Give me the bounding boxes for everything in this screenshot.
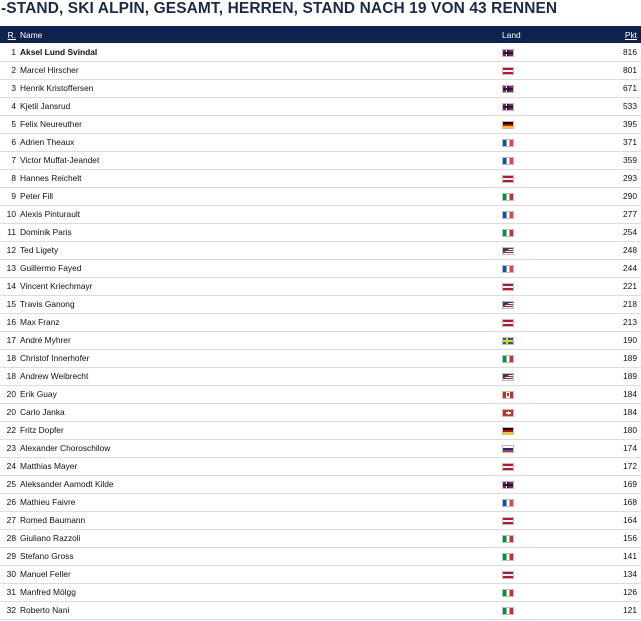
austria-flag-icon: [502, 571, 514, 579]
table-row[interactable]: [0, 385, 641, 403]
row-points: 671: [623, 83, 637, 93]
row-points: 359: [623, 155, 637, 165]
row-athlete-name[interactable]: Adrien Theaux: [20, 137, 75, 147]
row-points: 277: [623, 209, 637, 219]
row-points: 121: [623, 605, 637, 615]
table-row[interactable]: [0, 61, 641, 79]
row-country: [498, 583, 588, 601]
austria-flag-icon: [502, 517, 514, 525]
table-row[interactable]: [0, 565, 641, 583]
row-rank: 2: [11, 65, 16, 75]
row-points: 184: [623, 407, 637, 417]
row-points: 141: [623, 551, 637, 561]
table-row[interactable]: [0, 493, 641, 511]
row-rank: 3: [11, 83, 16, 93]
row-points: 189: [623, 371, 637, 381]
row-points: 189: [623, 353, 637, 363]
row-country: [498, 439, 588, 457]
table-row[interactable]: [0, 511, 641, 529]
table-row[interactable]: [0, 133, 641, 151]
table-row[interactable]: [0, 43, 641, 61]
germany-flag-icon: [502, 427, 514, 435]
table-row[interactable]: [0, 331, 641, 349]
row-athlete-name[interactable]: Aleksander Aamodt Kilde: [20, 479, 114, 489]
austria-flag-icon: [502, 319, 514, 327]
row-athlete-name[interactable]: Romed Baumann: [20, 515, 86, 525]
row-rank: 7: [11, 155, 16, 165]
italy-flag-icon: [502, 553, 514, 561]
row-country: [498, 403, 588, 421]
row-athlete-name[interactable]: Kjetil Jansrud: [20, 101, 71, 111]
row-country: [498, 565, 588, 583]
sweden-flag-icon: [502, 337, 514, 345]
canada-flag-icon: [502, 391, 514, 399]
row-athlete-name[interactable]: Vincent Kriechmayr: [20, 281, 93, 291]
row-athlete-name[interactable]: Carlo Janka: [20, 407, 65, 417]
row-rank: 8: [11, 173, 16, 183]
france-flag-icon: [502, 157, 514, 165]
row-rank: 23: [6, 443, 16, 453]
row-athlete-name[interactable]: Stefano Gross: [20, 551, 74, 561]
austria-flag-icon: [502, 463, 514, 471]
row-athlete-name[interactable]: Mathieu Faivre: [20, 497, 76, 507]
column-header-land[interactable]: Land: [502, 29, 521, 40]
row-athlete-name[interactable]: Ted Ligety: [20, 245, 59, 255]
table-row[interactable]: [0, 115, 641, 133]
italy-flag-icon: [502, 355, 514, 363]
norway-flag-icon: [502, 49, 514, 57]
row-points: 169: [623, 479, 637, 489]
row-rank: 11: [7, 227, 16, 237]
page-title: -STAND, SKI ALPIN, GESAMT, HERREN, STAND NACH 19 VON 43 RENNEN: [1, 0, 558, 17]
row-points: 221: [623, 281, 637, 291]
table-body: [0, 43, 641, 619]
table-row[interactable]: [0, 547, 641, 565]
row-points: 244: [623, 263, 637, 273]
row-country: [498, 223, 588, 241]
row-country: [498, 385, 588, 403]
table-row[interactable]: [0, 457, 641, 475]
row-rank: 17: [6, 335, 16, 345]
row-points: 293: [623, 173, 637, 183]
row-rank: 14: [6, 281, 16, 291]
norway-flag-icon: [502, 85, 514, 93]
france-flag-icon: [502, 139, 514, 147]
row-rank: 20: [6, 389, 16, 399]
italy-flag-icon: [502, 589, 514, 597]
row-country: [498, 367, 588, 385]
table-row[interactable]: [0, 259, 641, 277]
row-rank: 18: [6, 353, 16, 363]
austria-flag-icon: [502, 67, 514, 75]
row-rank: 12: [6, 245, 16, 255]
row-rank: 29: [6, 551, 16, 561]
row-athlete-name[interactable]: Max Franz: [20, 317, 60, 327]
row-country: [498, 277, 588, 295]
norway-flag-icon: [502, 481, 514, 489]
row-points: 134: [623, 569, 637, 579]
row-athlete-name[interactable]: Dominik Paris: [20, 227, 72, 237]
table-row[interactable]: [0, 187, 641, 205]
row-athlete-name[interactable]: Erik Guay: [20, 389, 57, 399]
row-rank: 27: [6, 515, 16, 525]
row-points: 371: [623, 137, 637, 147]
row-athlete-name[interactable]: Andrew Weibrecht: [20, 371, 89, 381]
row-points: 164: [623, 515, 637, 525]
row-points: 180: [623, 425, 637, 435]
row-rank: 16: [6, 317, 16, 327]
table-row[interactable]: [0, 583, 641, 601]
table-row[interactable]: [0, 601, 641, 619]
row-athlete-name[interactable]: Aksel Lund Svindal: [20, 46, 98, 57]
row-rank: 26: [6, 497, 16, 507]
row-country: [498, 511, 588, 529]
row-points: 168: [623, 497, 637, 507]
row-country: [498, 43, 588, 61]
row-rank: 4: [11, 101, 16, 111]
row-country: [498, 151, 588, 169]
table-row[interactable]: [0, 475, 641, 493]
row-rank: 32: [6, 605, 16, 615]
row-country: [498, 115, 588, 133]
italy-flag-icon: [502, 193, 514, 201]
row-country: [498, 313, 588, 331]
row-country: [498, 79, 588, 97]
row-rank: 30: [6, 569, 16, 579]
austria-flag-icon: [502, 283, 514, 291]
row-country: [498, 349, 588, 367]
row-athlete-name[interactable]: Manuel Feller: [20, 569, 71, 579]
table-row[interactable]: [0, 151, 641, 169]
table-row[interactable]: [0, 403, 641, 421]
france-flag-icon: [502, 211, 514, 219]
austria-flag-icon: [502, 175, 514, 183]
row-rank: 13: [6, 263, 16, 273]
row-athlete-name[interactable]: Felix Neureuther: [20, 119, 82, 129]
row-athlete-name[interactable]: André Myhrer: [20, 335, 71, 345]
standings-table: [0, 26, 641, 620]
table-row[interactable]: [0, 313, 641, 331]
table-row[interactable]: [0, 223, 641, 241]
row-points: 218: [623, 299, 637, 309]
row-rank: 31: [6, 587, 16, 597]
row-points: 156: [623, 533, 637, 543]
row-points: 816: [623, 46, 637, 57]
column-header-points[interactable]: Pkt: [624, 29, 637, 40]
row-country: [498, 205, 588, 223]
row-country: [498, 241, 588, 259]
italy-flag-icon: [502, 229, 514, 237]
row-athlete-name[interactable]: Travis Ganong: [20, 299, 75, 309]
table-row[interactable]: [0, 205, 641, 223]
row-rank: 28: [6, 533, 16, 543]
row-country: [498, 601, 588, 619]
row-points: 395: [623, 119, 637, 129]
row-rank: 15: [6, 299, 16, 309]
table-row[interactable]: [0, 529, 641, 547]
column-header-name[interactable]: Name: [20, 29, 43, 40]
row-athlete-name[interactable]: Marcel Hirscher: [20, 65, 79, 75]
row-rank: 22: [6, 425, 16, 435]
germany-flag-icon: [502, 121, 514, 129]
row-rank: 10: [6, 209, 16, 219]
table-row[interactable]: [0, 349, 641, 367]
row-rank: 1: [11, 46, 16, 57]
row-points: 174: [623, 443, 637, 453]
row-athlete-name[interactable]: Alexander Choroschilow: [20, 443, 111, 453]
row-athlete-name[interactable]: Peter Fill: [20, 191, 54, 201]
row-rank: 18: [6, 371, 16, 381]
switzerland-flag-icon: [502, 409, 514, 417]
row-country: [498, 259, 588, 277]
table-row[interactable]: [0, 169, 641, 187]
row-points: 248: [623, 245, 637, 255]
row-country: [498, 475, 588, 493]
row-points: 126: [623, 587, 637, 597]
row-athlete-name[interactable]: Roberto Nani: [20, 605, 70, 615]
table-row[interactable]: [0, 367, 641, 385]
table-header-row: [0, 26, 641, 43]
row-athlete-name[interactable]: Giuliano Razzoli: [20, 533, 81, 543]
row-athlete-name[interactable]: Hannes Reichelt: [20, 173, 82, 183]
row-country: [498, 97, 588, 115]
france-flag-icon: [502, 499, 514, 507]
france-flag-icon: [502, 265, 514, 273]
row-rank: 20: [6, 407, 16, 417]
row-country: [498, 421, 588, 439]
row-country: [498, 187, 588, 205]
table-row[interactable]: [0, 277, 641, 295]
usa-flag-icon: [502, 301, 514, 309]
usa-flag-icon: [502, 373, 514, 381]
row-athlete-name[interactable]: Manfred Mölgg: [20, 587, 76, 597]
row-country: [498, 331, 588, 349]
row-points: 290: [623, 191, 637, 201]
row-country: [498, 457, 588, 475]
row-country: [498, 529, 588, 547]
row-athlete-name[interactable]: Guillermo Fayed: [20, 263, 82, 273]
table-row[interactable]: [0, 421, 641, 439]
italy-flag-icon: [502, 607, 514, 615]
table-row[interactable]: [0, 79, 641, 97]
italy-flag-icon: [502, 535, 514, 543]
row-athlete-name[interactable]: Henrik Kristoffersen: [20, 83, 94, 93]
table-row[interactable]: [0, 439, 641, 457]
row-country: [498, 295, 588, 313]
row-rank: 6: [11, 137, 16, 147]
row-athlete-name[interactable]: Fritz Dopfer: [20, 425, 64, 435]
row-athlete-name[interactable]: Christof Innerhofer: [20, 353, 90, 363]
usa-flag-icon: [502, 247, 514, 255]
row-rank: 24: [6, 461, 16, 471]
russia-flag-icon: [502, 445, 514, 453]
table-row[interactable]: [0, 295, 641, 313]
norway-flag-icon: [502, 103, 514, 111]
table-row[interactable]: [0, 97, 641, 115]
row-points: 533: [623, 101, 637, 111]
row-athlete-name[interactable]: Matthias Mayer: [20, 461, 78, 471]
row-athlete-name[interactable]: Victor Muffat-Jeandet: [20, 155, 100, 165]
row-points: 213: [623, 317, 637, 327]
table-row[interactable]: [0, 241, 641, 259]
row-rank: 9: [11, 191, 16, 201]
row-points: 172: [623, 461, 637, 471]
row-athlete-name[interactable]: Alexis Pinturault: [20, 209, 81, 219]
column-header-rank[interactable]: R.: [7, 29, 16, 40]
row-points: 801: [623, 65, 637, 75]
row-country: [498, 133, 588, 151]
row-rank: 25: [6, 479, 16, 489]
row-country: [498, 169, 588, 187]
row-country: [498, 493, 588, 511]
row-points: 190: [623, 335, 637, 345]
row-points: 184: [623, 389, 637, 399]
row-country: [498, 61, 588, 79]
row-country: [498, 547, 588, 565]
row-rank: 5: [11, 119, 16, 129]
row-points: 254: [623, 227, 637, 237]
